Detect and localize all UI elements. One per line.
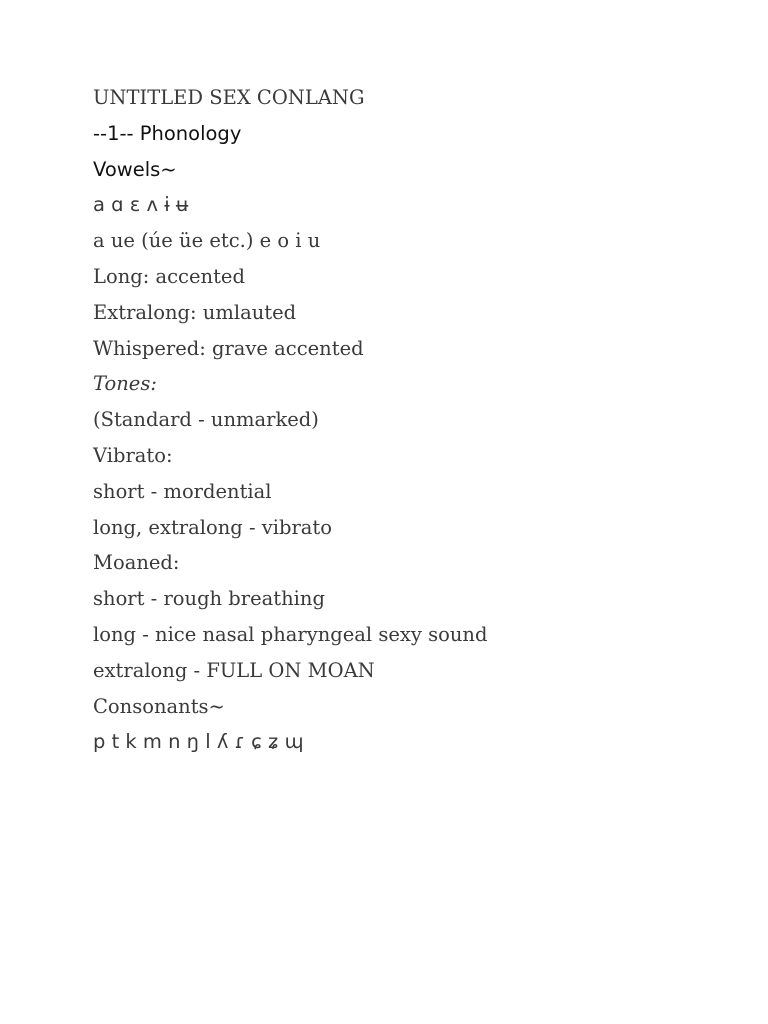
moaned-short-line: short - rough breathing [93, 587, 325, 611]
vowels-heading: Vowels~ [93, 157, 177, 181]
tones-heading: Tones: [93, 372, 157, 396]
section-heading-phonology: --1-- Phonology [93, 121, 242, 145]
vibrato-heading: Vibrato: [93, 443, 173, 467]
vowel-orthography-list: a ue (úe üe etc.) e o i u [93, 229, 321, 253]
extralong-vowel-rule: Extralong: umlauted [93, 300, 297, 324]
long-vowel-rule: Long: accented [93, 264, 245, 288]
vibrato-long-line: long, extralong - vibrato [93, 515, 332, 539]
document-title: UNTITLED SEX CONLANG [93, 86, 365, 109]
vowel-ipa-list: a ɑ ɛ ʌ ɨ ʉ [93, 193, 189, 217]
vibrato-short-line: short - mordential [93, 479, 272, 503]
consonants-heading: Consonants~ [93, 694, 225, 718]
whispered-vowel-rule: Whispered: grave accented [93, 336, 364, 360]
document-page [93, 84, 733, 764]
moaned-heading: Moaned: [93, 551, 180, 575]
moaned-extralong-line: extralong - FULL ON MOAN [93, 658, 375, 682]
standard-tone-line: (Standard - unmarked) [93, 408, 319, 432]
moaned-long-line: long - nice nasal pharyngeal sexy sound [93, 622, 488, 646]
consonant-ipa-list: p t k m n ŋ l ʎ ɾ ɕ ʑ ɰ [93, 730, 304, 754]
